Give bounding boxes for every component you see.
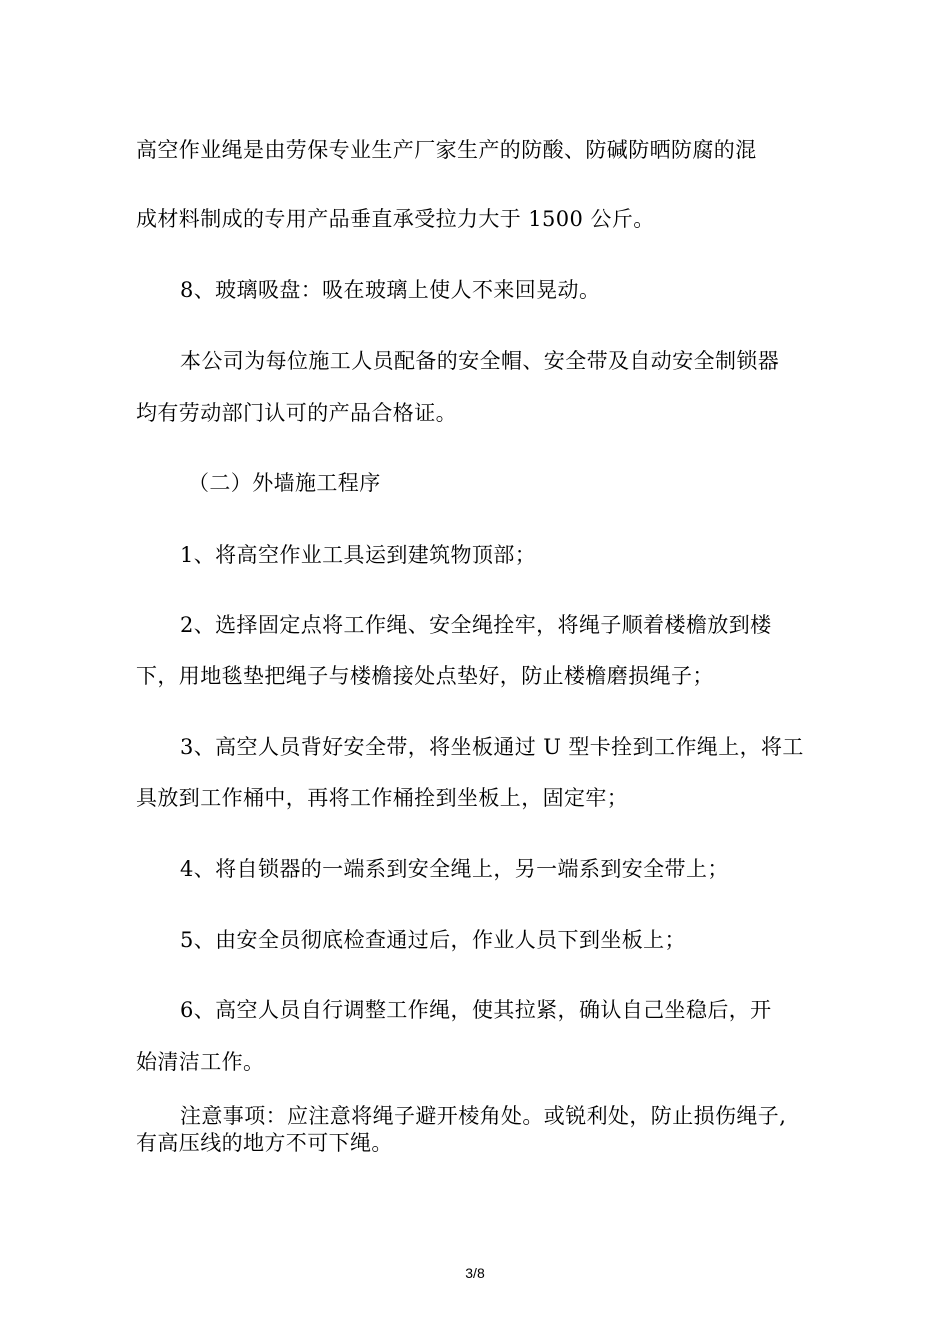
step-2: 2、选择固定点将工作绳、安全绳拴牢，将绳子顺着楼檐放到楼 (180, 613, 772, 637)
step-5: 5、由安全员彻底检查通过后，作业人员下到坐板上； (180, 928, 686, 952)
step-6: 6、高空人员自行调整工作绳，使其拉紧，确认自己坐稳后，开 (180, 998, 772, 1022)
step-3: 3、高空人员背好安全带，将坐板通过 U 型卡拴到工作绳上，将工 (180, 735, 804, 759)
list-item-8: 8、玻璃吸盘：吸在玻璃上使人不来回晃动。 (180, 278, 601, 302)
page-number: 3/8 (465, 1265, 485, 1281)
step-1: 1、将高空作业工具运到建筑物顶部； (180, 543, 537, 567)
body-text-line: 均有劳动部门认可的产品合格证。 (136, 401, 457, 425)
step-2-continued: 下，用地毯垫把绳子与楼檐接处点垫好，防止楼檐磨损绳子； (136, 664, 714, 688)
step-3-continued: 具放到工作桶中，再将工作桶拴到坐板上，固定牢； (136, 786, 629, 810)
notice-text-continued: 有高压线的地方不可下绳。 (136, 1131, 393, 1155)
body-text-line: 高空作业绳是由劳保专业生产厂家生产的防酸、防碱防晒防腐的混 (136, 138, 757, 162)
step-4: 4、将自锁器的一端系到安全绳上，另一端系到安全带上； (180, 857, 729, 881)
notice-text: 注意事项：应注意将绳子避开棱角处。或锐利处，防止损伤绳子, (180, 1104, 787, 1128)
section-heading: （二）外墙施工程序 (188, 471, 381, 495)
body-text-line: 本公司为每位施工人员配备的安全帽、安全带及自动安全制锁器 (180, 349, 780, 373)
body-text-line: 成材料制成的专用产品垂直承受拉力大于 1500 公斤。 (136, 207, 655, 231)
step-6-continued: 始清洁工作。 (136, 1050, 265, 1074)
